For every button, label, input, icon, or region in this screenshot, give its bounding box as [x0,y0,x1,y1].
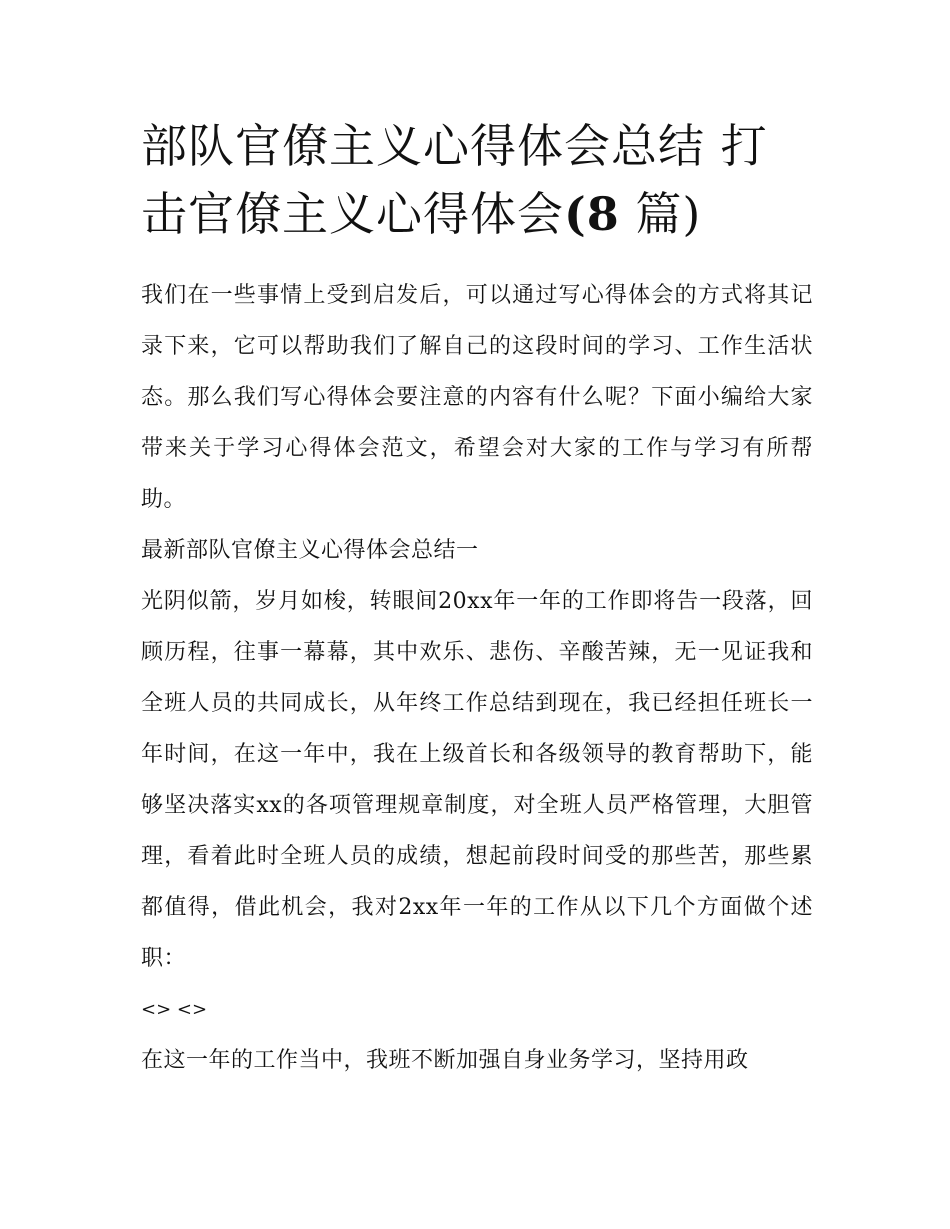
document-page [141,112,813,1086]
marker-text: <> <> [141,999,208,1020]
body-paragraph: 光阴似箭，岁月如梭，转眼间20xx年一年的工作即将告一段落，回顾历程，往事一幕幕，其中欢乐、悲伤、辛酸苦辣，无一见证我和全班人员的共同成长，从年终工作总结到现在，我已经担任班长一年时间，在这一年中，我在上级首长和各级领导的教育帮助下，能够坚决落实xx的各项管理规章制度，对全班人员严格管理，大胆管理，看着此时全班人员的成绩，想起前段时间受的那些苦，那些累都值得，借此机会，我对2xx年一年的工作从以下几个方面做个述职： [141,589,813,971]
section-heading: 最新部队官僚主义心得体会总结一 [141,538,479,563]
title-count: (8 [564,187,620,241]
last-paragraph-line: 在这一年的工作当中，我班不断加强自身业务学习，坚持用政 [141,1048,749,1073]
title-suffix: 篇) [619,187,702,241]
title-text: 部队官僚主义心得体会总结 打击官僚主义心得体会 [141,119,768,241]
intro-paragraph: 我们在一些事情上受到启发后，可以通过写心得体会的方式将其记录下来，它可以帮助我们了解自己的这段时间的学习、工作生活状态。那么我们写心得体会要注意的内容有什么呢？下面小编给大家带来关于学习心得体会范文，希望会对大家的工作与学习有所帮助。 [141,283,813,512]
document-title [141,112,813,248]
